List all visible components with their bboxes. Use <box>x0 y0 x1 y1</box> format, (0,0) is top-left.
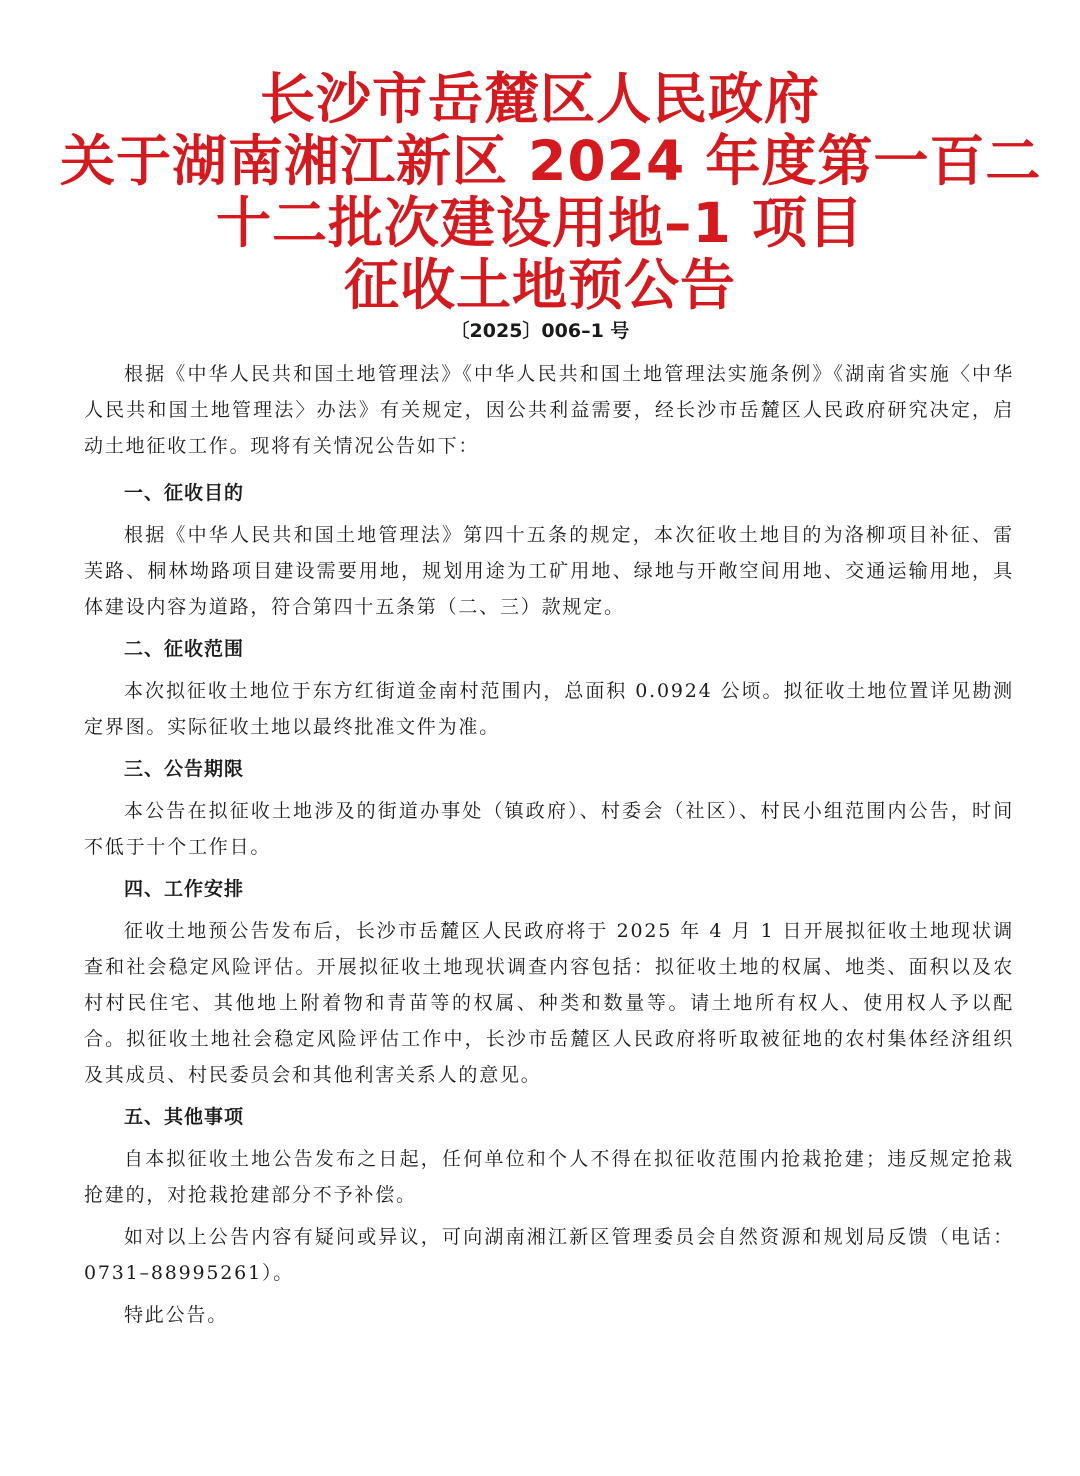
notice-body <box>84 356 1014 1333</box>
section-heading-arrangement: 四、工作安排 <box>124 878 245 900</box>
notice-title <box>60 67 1042 317</box>
intro-paragraph: 根据《中华人民共和国土地管理法》《中华人民共和国土地管理法实施条例》《湖南省实施〈中华人民共和国土地管理法〉办法》有关规定，因公共利益需要，经长沙市岳麓区人民政府研究决定，启动土地征收工作。现将有关情况公告如下： <box>84 363 1014 457</box>
section-heading-purpose: 一、征收目的 <box>124 482 245 504</box>
title-line: 征收土地预公告 <box>343 253 736 317</box>
section-paragraph: 自本拟征收土地公告发布之日起，任何单位和个人不得在拟征收范围内抢栽抢建；违反规定抢栽抢建的，对抢栽抢建部分不予补偿。 <box>84 1148 1014 1206</box>
section-paragraph: 根据《中华人民共和国土地管理法》第四十五条的规定，本次征收土地目的为洛柳项目补征、雷芙路、桐林坳路项目建设需要用地，规划用途为工矿用地、绿地与开敞空间用地、交通运输用地，具体建设内容为道路，符合第四十五条第（二、三）款规定。 <box>84 524 1014 618</box>
title-line: 十二批次建设用地–1 项目 <box>216 191 864 255</box>
document-number: 〔2025〕006–1 号 <box>450 320 630 342</box>
section-paragraph: 征收土地预公告发布后，长沙市岳麓区人民政府将于 2025 年 4 月 1 日开展拟征收土地现状调查和社会稳定风险评估。开展拟征收土地现状调查内容包括：拟征收土地的权属、地类、面积以及农村村民住宅、其他地上附着物和青苗等的权属、种类和数量等。请土地所有权人、使用权人予以配合。拟征收土地社会稳定风险评估工作中，长沙市岳麓区人民政府将听取被征地的农村集体经济组织及其成员、村民委员会和其他利害关系人的意见。 <box>84 920 1014 1086</box>
closing-text: 特此公告。 <box>124 1304 229 1326</box>
title-line: 关于湖南湘江新区 2024 年度第一百二 <box>60 129 1042 193</box>
title-line: 长沙市岳麓区人民政府 <box>259 67 820 131</box>
section-paragraph: 本次拟征收土地位于东方红街道金南村范围内，总面积 0.0924 公顷。拟征收土地位置详见勘测定界图。实际征收土地以最终批准文件为准。 <box>84 680 1014 738</box>
section-paragraph: 本公告在拟征收土地涉及的街道办事处（镇政府）、村委会（社区）、村民小组范围内公告，时间不低于十个工作日。 <box>84 800 1014 858</box>
section-heading-scope: 二、征收范围 <box>124 638 245 660</box>
section-heading-period: 三、公告期限 <box>124 758 245 780</box>
section-heading-other: 五、其他事项 <box>124 1106 245 1128</box>
section-paragraph: 如对以上公告内容有疑问或异议，可向湖南湘江新区管理委员会自然资源和规划局反馈（电话：0731–88995261）。 <box>84 1226 1014 1284</box>
